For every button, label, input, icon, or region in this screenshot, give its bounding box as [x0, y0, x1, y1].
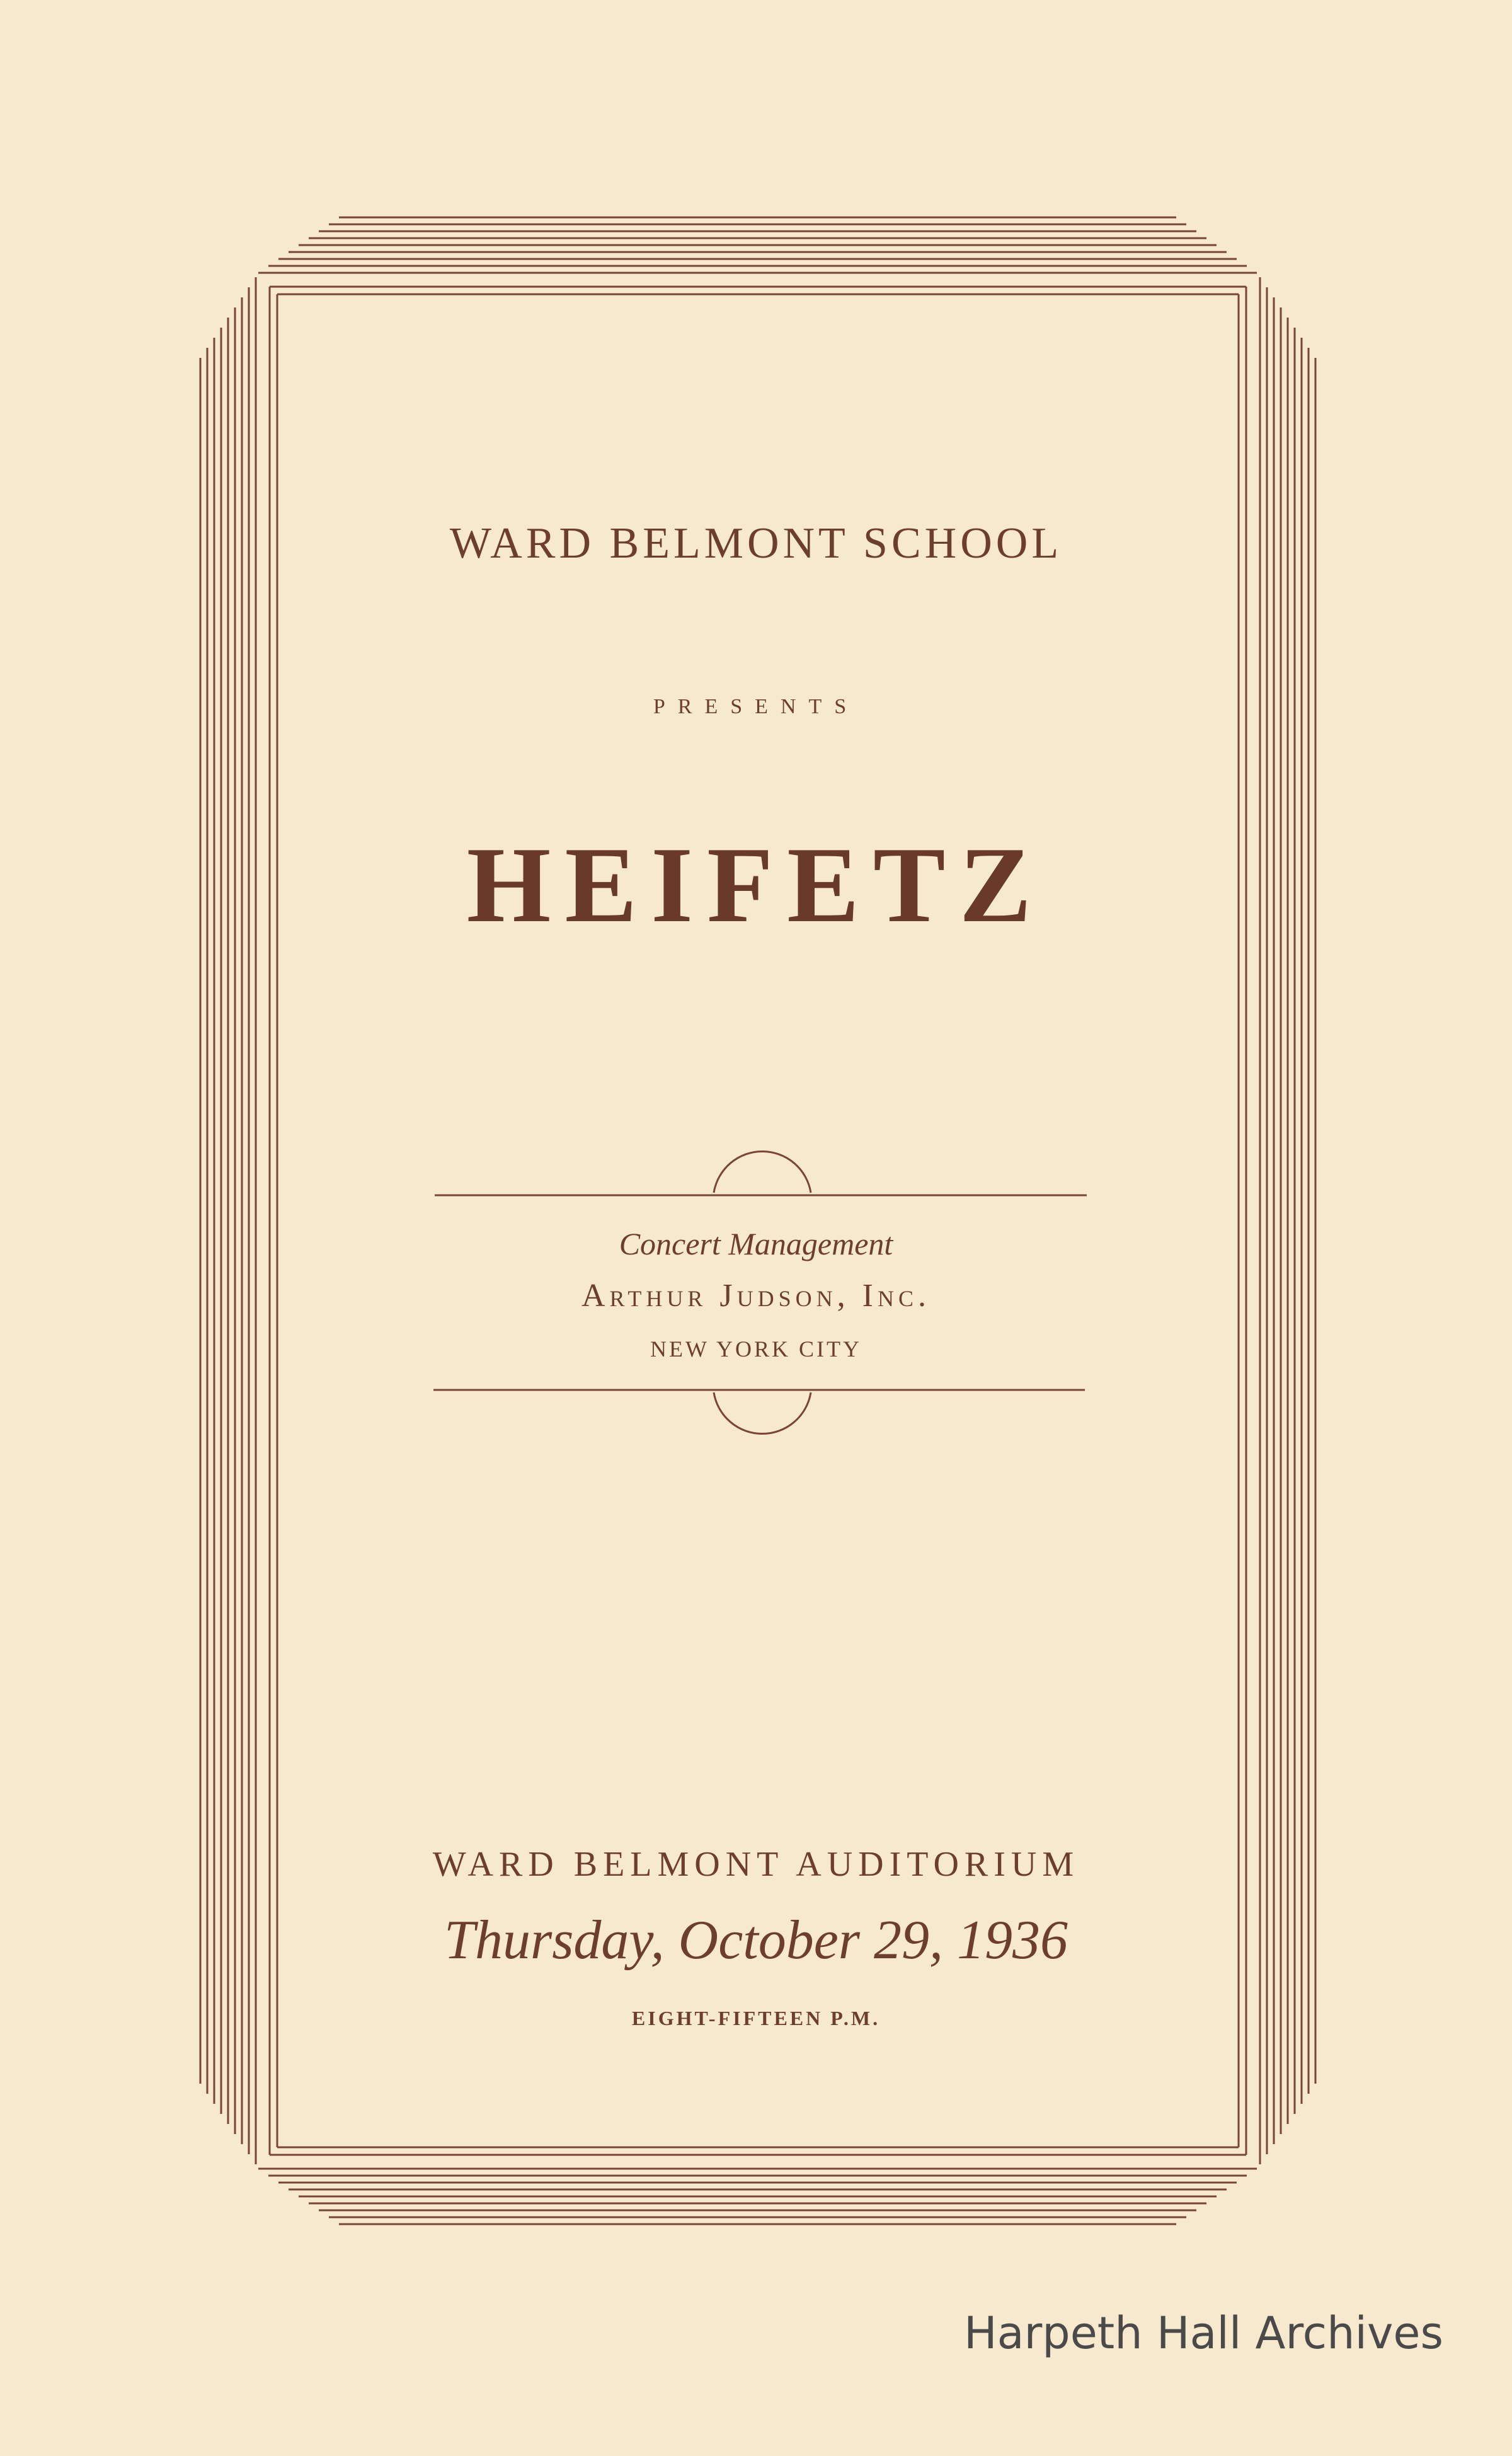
performer-name: HEIFETZ	[466, 825, 1046, 945]
presenter-name: WARD BELMONT SCHOOL	[449, 519, 1063, 568]
presents-label: PRESENTS	[653, 695, 859, 718]
venue-name: WARD BELMONT AUDITORIUM	[432, 1845, 1080, 1884]
management-label: Concert Management	[619, 1226, 893, 1261]
upper-divider-arc	[714, 1151, 811, 1193]
archive-watermark: Harpeth Hall Archives	[964, 2307, 1443, 2359]
management-city: NEW YORK CITY	[650, 1336, 862, 1362]
lower-divider-arc	[714, 1392, 811, 1434]
event-time: EIGHT-FIFTEEN P.M.	[631, 2007, 881, 2029]
event-date: Thursday, October 29, 1936	[444, 1910, 1068, 1971]
management-name: Arthur Judson, Inc.	[581, 1278, 931, 1314]
